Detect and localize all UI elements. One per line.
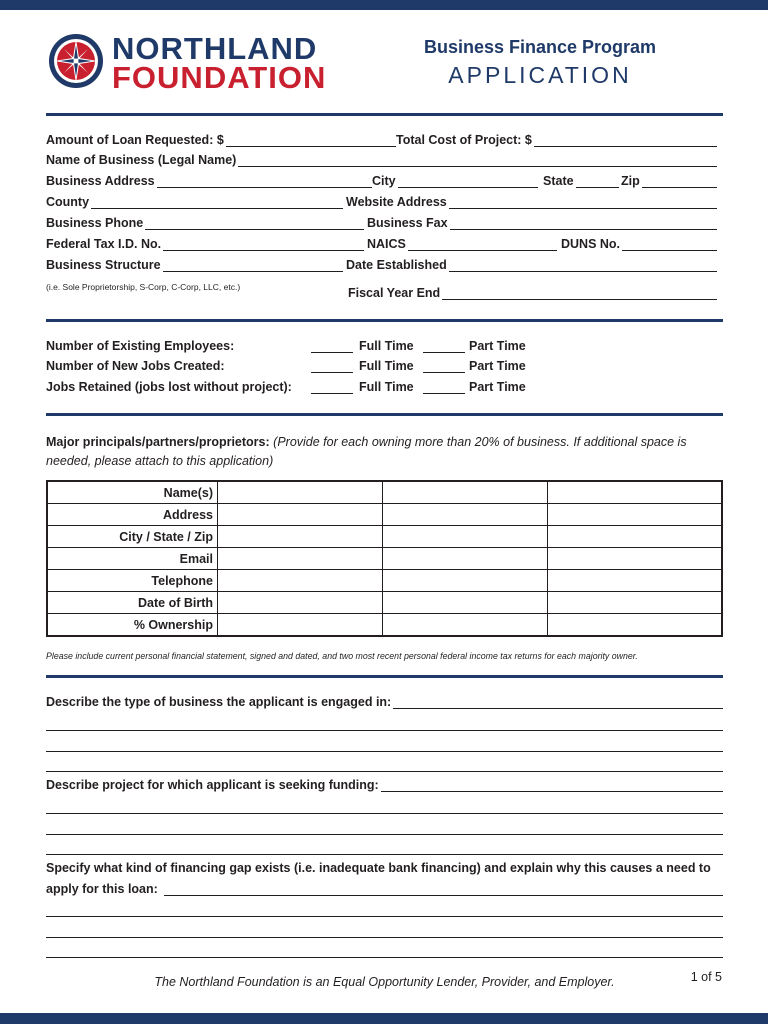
answer-line[interactable]: [46, 751, 723, 752]
table-cell[interactable]: [218, 592, 383, 614]
table-cell[interactable]: [218, 504, 383, 526]
business-phone-field[interactable]: [46, 216, 364, 230]
table-row: [47, 614, 722, 637]
table-cell[interactable]: [548, 614, 722, 637]
full-time-label: Full Time: [359, 339, 414, 353]
fiscal-year-end-field[interactable]: [348, 286, 717, 300]
employees-label: Jobs Retained (jobs lost without project):: [46, 380, 292, 394]
business-name-field[interactable]: [46, 153, 717, 167]
table-cell[interactable]: [548, 592, 722, 614]
answer-line[interactable]: [46, 813, 723, 814]
project-label: Describe project for which applicant is seeking funding:: [46, 778, 379, 792]
table-row: [47, 504, 722, 526]
row-label-name: Name(s): [47, 481, 218, 504]
employees-row: [46, 359, 646, 377]
table-cell[interactable]: [383, 592, 548, 614]
zip-field[interactable]: [621, 174, 717, 188]
table-cell[interactable]: [383, 614, 548, 637]
row-label-telephone: Telephone: [47, 570, 218, 592]
table-cell[interactable]: [383, 526, 548, 548]
employees-label: Number of New Jobs Created:: [46, 359, 225, 373]
business-type-label: Describe the type of business the applicant is engaged in:: [46, 695, 392, 709]
duns-label: DUNS No.: [561, 237, 621, 251]
financing-gap-field[interactable]: [46, 882, 723, 896]
section-divider: [46, 113, 723, 116]
table-cell[interactable]: [383, 481, 548, 504]
date-established-label: Date Established: [346, 258, 447, 272]
county-row: [46, 195, 723, 213]
table-cell[interactable]: [548, 548, 722, 570]
fiscal-year-end-label: Fiscal Year End: [348, 286, 441, 300]
table-cell[interactable]: [218, 614, 383, 637]
financing-gap-label: apply for this loan:: [46, 882, 158, 896]
section-divider: [46, 413, 723, 416]
city-label: City: [372, 174, 396, 188]
business-address-field[interactable]: [46, 174, 372, 188]
business-name-row: [46, 153, 723, 171]
row-label-email: Email: [47, 548, 218, 570]
tax-id-field[interactable]: [46, 237, 364, 251]
answer-line[interactable]: [46, 957, 723, 958]
business-fax-label: Business Fax: [367, 216, 448, 230]
naics-label: NAICS: [367, 237, 406, 251]
row-label-date-of-birth: Date of Birth: [47, 592, 218, 614]
fiscal-row: [46, 286, 723, 304]
structure-note: (i.e. Sole Proprietorship, S-Corp, C-Corp, LLC, etc.): [46, 282, 241, 292]
table-cell[interactable]: [383, 548, 548, 570]
page-number: 1 of 5: [690, 970, 722, 984]
principals-instruction: (Provide for each owning more than 20% of business. If additional space is needed, please attach to this application): [46, 435, 687, 468]
website-label: Website Address: [346, 195, 447, 209]
table-cell[interactable]: [383, 570, 548, 592]
logo-text-foundation: FOUNDATION: [112, 60, 327, 95]
part-time-input[interactable]: [423, 339, 465, 353]
business-structure-label: Business Structure: [46, 258, 161, 272]
table-cell[interactable]: [548, 526, 722, 548]
business-fax-field[interactable]: [367, 216, 717, 230]
row-label-city-state-zip: City / State / Zip: [47, 526, 218, 548]
financial-statement-disclaimer: Please include current personal financial statement, signed and dated, and two most recent personal federal income tax returns for each majority owner.: [46, 651, 638, 661]
answer-line[interactable]: [46, 916, 723, 917]
answer-line[interactable]: [46, 730, 723, 731]
answer-line[interactable]: [46, 771, 723, 772]
table-row: [47, 526, 722, 548]
zip-label: Zip: [621, 174, 640, 188]
duns-field[interactable]: [561, 237, 717, 251]
loan-amount-field[interactable]: [46, 133, 396, 147]
state-field[interactable]: [543, 174, 619, 188]
table-row: [47, 570, 722, 592]
answer-line[interactable]: [46, 834, 723, 835]
part-time-label: Part Time: [469, 339, 526, 353]
table-cell[interactable]: [548, 504, 722, 526]
business-structure-field[interactable]: [46, 258, 343, 272]
full-time-label: Full Time: [359, 380, 414, 394]
full-time-input[interactable]: [311, 339, 353, 353]
full-time-input[interactable]: [311, 359, 353, 373]
part-time-input[interactable]: [423, 380, 465, 394]
answer-line[interactable]: [46, 854, 723, 855]
section-divider: [46, 319, 723, 322]
loan-amount-label: Amount of Loan Requested: $: [46, 133, 224, 147]
tax-id-label: Federal Tax I.D. No.: [46, 237, 162, 251]
part-time-label: Part Time: [469, 359, 526, 373]
table-cell[interactable]: [548, 481, 722, 504]
section-divider: [46, 675, 723, 678]
employees-label: Number of Existing Employees:: [46, 339, 235, 353]
website-field[interactable]: [346, 195, 717, 209]
row-label-address: Address: [47, 504, 218, 526]
principals-table: [46, 480, 723, 637]
state-label: State: [543, 174, 574, 188]
full-time-input[interactable]: [311, 380, 353, 394]
business-phone-label: Business Phone: [46, 216, 144, 230]
project-field[interactable]: [46, 778, 723, 792]
table-cell[interactable]: [218, 570, 383, 592]
county-field[interactable]: [46, 195, 343, 209]
total-cost-field[interactable]: [396, 133, 717, 147]
city-field[interactable]: [372, 174, 538, 188]
tax-row: [46, 237, 723, 255]
business-type-field[interactable]: [46, 695, 723, 709]
logo-text-northland: NORTHLAND: [112, 31, 318, 66]
address-row: [46, 174, 723, 192]
compass-star-logo-icon: [48, 33, 104, 89]
table-cell[interactable]: [218, 526, 383, 548]
county-label: County: [46, 195, 90, 209]
form-title: APPLICATION: [448, 62, 632, 88]
loan-row: [46, 133, 723, 151]
table-row: [47, 548, 722, 570]
table-row: [47, 592, 722, 614]
employees-row: [46, 380, 646, 398]
principals-heading-label: Major principals/partners/proprietors:: [46, 435, 270, 449]
structure-row: [46, 258, 723, 276]
program-title: Business Finance Program: [423, 37, 657, 57]
table-cell[interactable]: [383, 504, 548, 526]
financing-gap-question-line1: Specify what kind of financing gap exists (i.e. inadequate bank financing) and explain why this causes a need to: [46, 861, 711, 875]
business-name-label: Name of Business (Legal Name): [46, 153, 237, 167]
table-row: [47, 481, 722, 504]
full-time-label: Full Time: [359, 359, 414, 373]
phone-row: [46, 216, 723, 234]
naics-field[interactable]: [367, 237, 557, 251]
table-cell[interactable]: [218, 481, 383, 504]
bottom-bar: [0, 1013, 768, 1024]
answer-line[interactable]: [46, 937, 723, 938]
part-time-input[interactable]: [423, 359, 465, 373]
employees-row: [46, 339, 646, 357]
table-cell[interactable]: [548, 570, 722, 592]
part-time-label: Part Time: [469, 380, 526, 394]
business-address-label: Business Address: [46, 174, 155, 188]
date-established-field[interactable]: [346, 258, 717, 272]
table-cell[interactable]: [218, 548, 383, 570]
principals-heading: [46, 433, 723, 471]
total-cost-label: Total Cost of Project: $: [396, 133, 532, 147]
top-bar: [0, 0, 768, 10]
row-label-ownership: % Ownership: [47, 614, 218, 637]
equal-opportunity-statement: The Northland Foundation is an Equal Opportunity Lender, Provider, and Employer.: [154, 975, 615, 989]
